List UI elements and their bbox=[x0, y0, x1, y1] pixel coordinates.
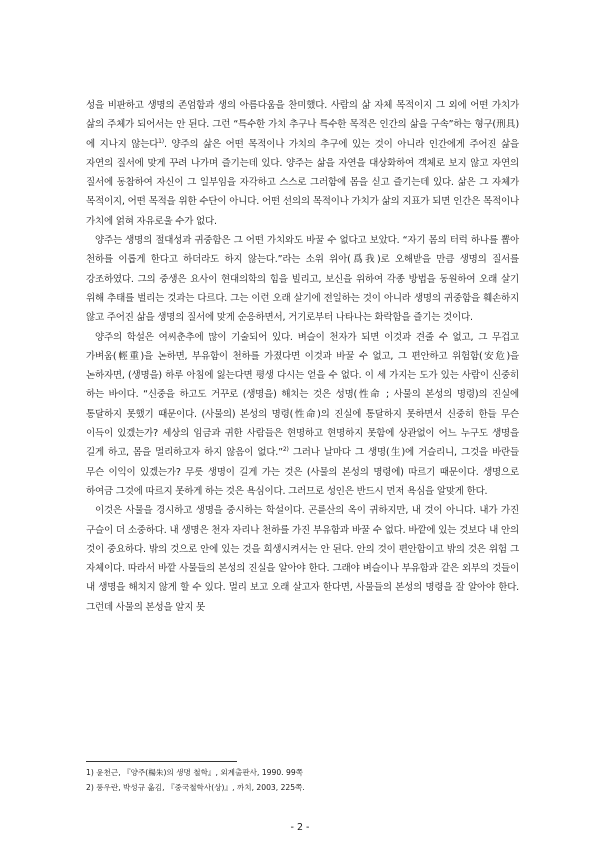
footnotes bbox=[86, 766, 519, 795]
footnote-ref-1[interactable]: 1) bbox=[158, 137, 164, 145]
body-text bbox=[86, 96, 519, 617]
footnote-2: 2) 풍우란, 박성규 옮김, 『중국철학사(상)』, 까치, 2003, 225쪽. bbox=[86, 782, 305, 792]
paragraph-4: 이것은 사물을 경시하고 생명을 중시하는 학설이다. 곤륜산의 옥이 귀하지만, 내 것이 아니다. 내가 가진 구슬이 더 소중하다. 내 생명은 천자 자리나 천하를 가진 부유함과 바꿀 수 없다. 바깥에 있는 것보다 내 안의 것이 중요하다. 밖의 것으로 안에 있는 것을 희생시켜서는 안 된다. 안의 것이 편안함이고 밖의 것은 위험 그 자체이다. 따라서 바깥 사물들의 본성의 진실을 알아야 한다. 그래야 벼슬이나 부유함과 같은 외부의 것들이 내 생명을 해치지 않게 할 수 있다. 멀리 보고 오래 살고자 한다면, 사물들의 본성의 명령을 잘 알아야 한다. 그런데 사물의 본성을 알지 못 bbox=[86, 505, 519, 613]
paragraph-2: 양주는 생명의 절대성과 귀중함은 그 어떤 가치와도 바꿀 수 없다고 보았다. “자기 몸의 터럭 하나를 뽑아 천하를 이롭게 한다고 하더라도 하지 않는다.”라는 소위 위아(爲我)로 오해받을 만큼 생명의 질서를 강조하였다. 그의 중생은 요사이 현대의학의 힘을 빌리고, 보신을 위하여 각종 방법을 동원하여 오래 살기 위해 추태를 벌리는 것과는 다르다. 그는 이런 오래 살기에 전일하는 것이 아니라 생명의 귀중함을 훼손하지 않고 주어진 삶을 생명의 질서에 맞게 순응하면서, 거기로부터 나타나는 화락함을 즐기는 것이다. bbox=[86, 235, 519, 324]
footnote-ref-2[interactable]: 2) bbox=[282, 446, 289, 454]
footnote-1: 1) 윤천근, 『양주(楊朱)의 생명 철학』, 외계출판사, 1990. 99쪽 bbox=[86, 768, 304, 777]
page-number: - 2 - bbox=[290, 822, 310, 833]
footnote-divider bbox=[86, 761, 237, 762]
paragraph-1: 성을 비판하고 생명의 존엄함과 생의 아름다움을 찬미했다. 사람의 삶 자체 목적이지 그 외에 어떤 가치가 삶의 주체가 되어서는 안 된다. 그런 “특수한 가치 추구나 특수한 목적은 인간의 삶을 구속”하는 형구(刑具)에 지나지 않는다$^{1)}$. 양주의 삶은 어떤 목적이나 가치의 추구에 있는 것이 아니라 인간에게 주어진 삶을 자연의 질서에 맞게 꾸려 나가며 즐기는데 있다. 양주는 삶을 자연을 대상화하여 객체로 보지 않고 자연의 질서에 동참하여 자신이 그 일부임을 자각하고 스스로 그러함에 몸을 싣고 즐기는데 있다. 삶은 그 자체가 목적이지, 어떤 목적을 위한 수단이 아니다. 어떤 선의의 목적이나 가치가 삶의 지표가 되면 인간은 목적이나 가치에 얽혀 자유로울 수가 없다. bbox=[86, 100, 519, 227]
paragraph-3: 양주의 학설은 여씨춘추에 많이 기술되어 있다. 벼슬이 천자가 되면 이것과 견줄 수 없고, 그 무겁고 가벼움(輕重)을 논하면, 부유함이 천하를 가졌다면 이것과 바꿀 수 없고, 그 편안하고 위험함(安危)을 논하자면, (생명을) 하루 아침에 잃는다면 평생 다시는 얻을 수 없다. 이 세 가지는 도가 있는 사람이 신중히 하는 바이다. “신중을 하고도 거꾸로 (생명을) 해치는 것은 성명(性命 ; 사물의 본성의 명령)의 진실에 통달하지 못했기 때문이다. (사물의) 본성의 명령(性命)의 진실에 통달하지 못하면서 신중히 한들 무슨 이득이 있겠는가? 세상의 임금과 귀한 사람들은 현명하고 현명하지 못함에 상관없이 어느 누구도 생명을 길게 하고, 몸을 멀리하고자 하지 않음이 없다.”$^{2)}$ 그러나 날마다 그 생명(生)에 거슬리니, 그것을 바란들 무슨 이익이 있겠는가? 무릇 생명이 길게 가는 것은 (사물의 본성의 명령에) 따르기 때문이다. 생명으로 하여금 그것에 따르지 못하게 하는 것은 욕심이다. 그러므로 성인은 반드시 먼저 욕심을 알맞게 한다. bbox=[86, 331, 519, 497]
